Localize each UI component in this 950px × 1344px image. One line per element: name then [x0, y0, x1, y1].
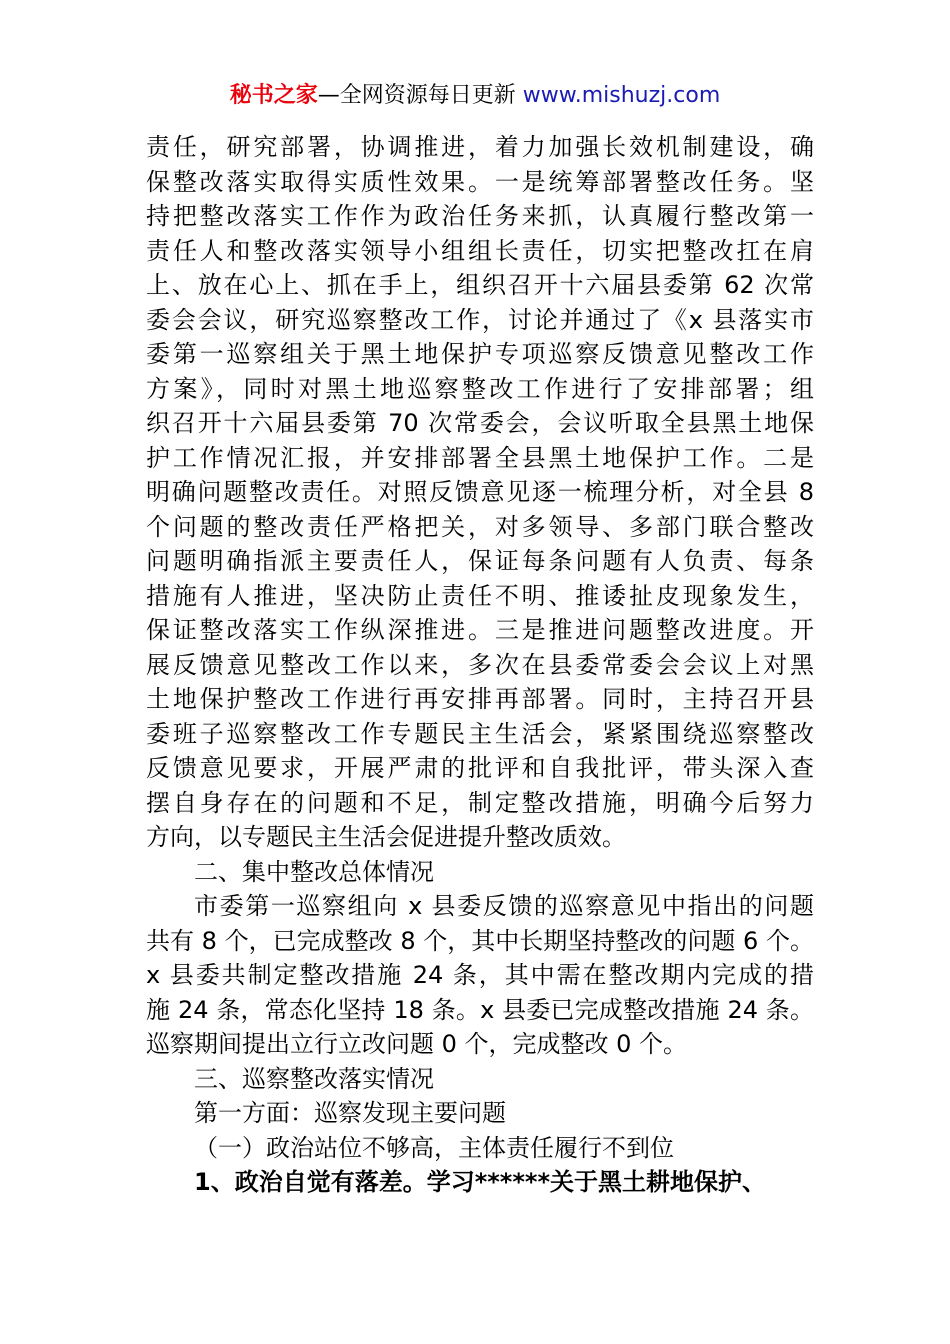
text-line: 方案》，同时对黑土地巡察整改工作进行了安排部署；组: [146, 374, 814, 403]
text-line: 方向，以专题民主生活会促进提升整改质效。: [146, 823, 626, 851]
text-line: 上、放在心上、抓在手上，组织召开十六届县委第 62 次常: [146, 271, 814, 299]
text-line: 保整改落实取得实质性效果。一是统筹部署整改任务。坚: [146, 167, 814, 196]
text-line: 委班子巡察整改工作专题民主生活会，紧紧围绕巡察整改: [146, 719, 814, 748]
text-line: 织召开十六届县委第 70 次常委会，会议听取全县黑土地保: [146, 409, 814, 437]
text-line: x 县委共制定整改措施 24 条，其中需在整改期内完成的措: [146, 961, 814, 989]
section-heading-3: 三、巡察整改落实情况: [194, 1064, 434, 1093]
text-line: 摆自身存在的问题和不足，制定整改措施，明确今后努力: [146, 788, 814, 817]
paragraph-responsibility: [146, 130, 814, 855]
bold-point-1: 1、政治自觉有落差。学习******关于黑土耕地保护、: [194, 1168, 767, 1196]
text-line: 共有 8 个，已完成整改 8 个，其中长期坚持整改的问题 6 个。: [146, 926, 814, 955]
text-line: 保证整改落实工作纵深推进。三是推进问题整改进度。开: [146, 616, 814, 644]
text-line: 土地保护整改工作进行再安排再部署。同时，主持召开县: [146, 685, 814, 713]
subheading-item-1: （一）政治站位不够高，主体责任履行不到位: [194, 1133, 674, 1162]
site-tagline: —全网资源每日更新: [317, 83, 523, 108]
site-url[interactable]: www.mishuzj.com: [522, 83, 721, 108]
document-body: [146, 130, 814, 1200]
text-line: 护工作情况汇报，并安排部署全县黑土地保护工作。二是: [146, 443, 814, 472]
text-line: 反馈意见要求，开展严肃的批评和自我批评，带头深入查: [146, 754, 814, 782]
text-line: 市委第一巡察组向 x 县委反馈的巡察意见中指出的问题: [194, 892, 814, 920]
site-brand: 秘书之家: [229, 83, 318, 108]
text-line: 责任，研究部署，协调推进，着力加强长效机制建设，确: [146, 133, 814, 161]
text-line: 委会会议，研究巡察整改工作，讨论并通过了《x 县落实市: [146, 305, 814, 334]
text-line: 个问题的整改责任严格把关，对多领导、多部门联合整改: [146, 512, 814, 541]
section-heading-2: 二、集中整改总体情况: [194, 857, 434, 886]
subheading-aspect-1: 第一方面：巡察发现主要问题: [194, 1099, 506, 1127]
text-line: 措施有人推进，坚决防止责任不明、推诿扯皮现象发生，: [146, 581, 814, 610]
text-line: 责任人和整改落实领导小组组长责任，切实把整改扛在肩: [146, 236, 814, 265]
text-line: 委第一巡察组关于黑土地保护专项巡察反馈意见整改工作: [146, 340, 814, 368]
text-line: 巡察期间提出立行立改问题 0 个，完成整改 0 个。: [146, 1030, 688, 1058]
text-line: 明确问题整改责任。对照反馈意见逐一梳理分析，对全县 8: [146, 478, 814, 506]
text-line: 问题明确指派主要责任人，保证每条问题有人负责、每条: [146, 547, 814, 575]
site-header: [0, 80, 950, 112]
paragraph-overview: [146, 889, 814, 1062]
text-line: 持把整改落实工作作为政治任务来抓，认真履行整改第一: [146, 202, 814, 230]
text-line: 展反馈意见整改工作以来，多次在县委常委会会议上对黑: [146, 650, 814, 679]
text-line: 施 24 条，常态化坚持 18 条。x 县委已完成整改措施 24 条。: [146, 995, 814, 1024]
